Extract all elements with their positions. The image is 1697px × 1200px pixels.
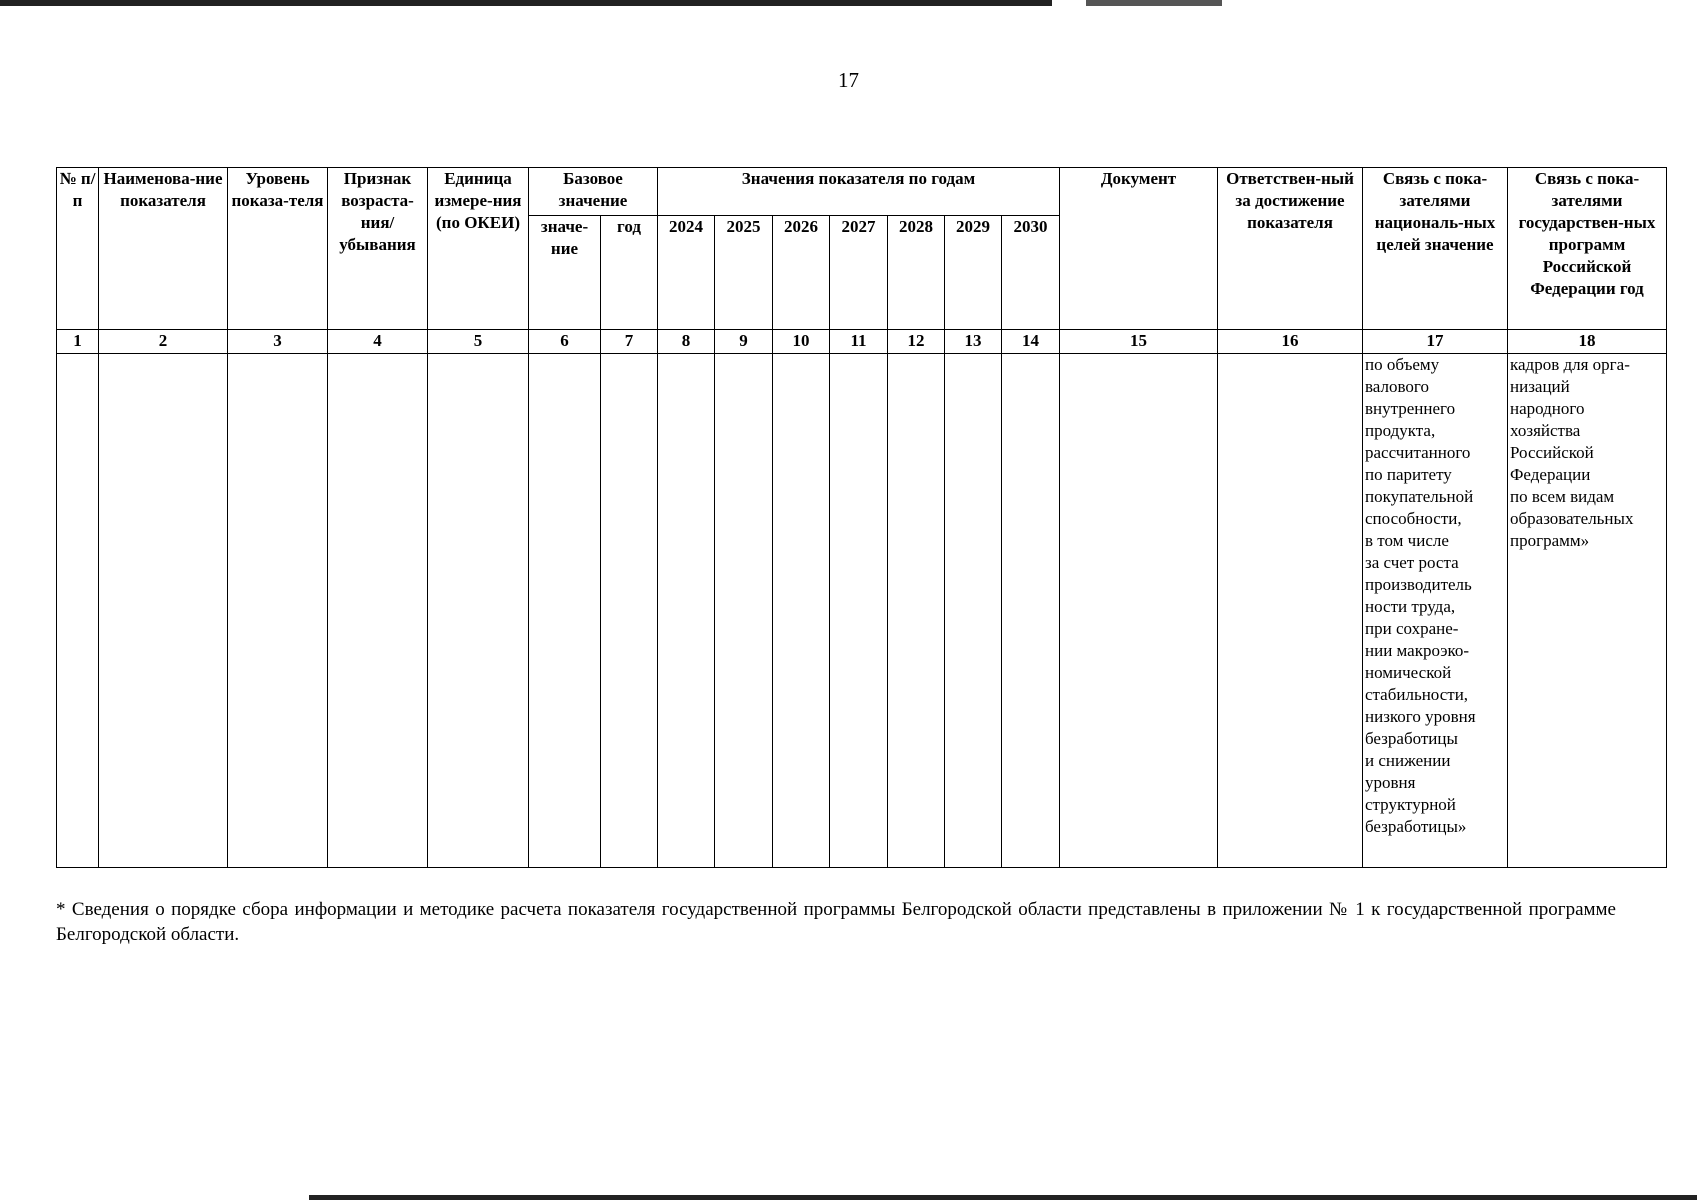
column-number: 3: [228, 330, 328, 354]
column-number: 11: [830, 330, 888, 354]
cell-unit: [428, 354, 529, 868]
header-values-by-year: Значения показателя по годам: [658, 168, 1060, 216]
header-trend: Признак возраста-ния/ убывания: [328, 168, 428, 330]
column-number: 2: [99, 330, 228, 354]
header-year: 2026: [773, 216, 830, 330]
header-year: 2028: [888, 216, 945, 330]
header-base-year: год: [601, 216, 658, 330]
header-year: 2025: [715, 216, 773, 330]
cell-year-value: [1002, 354, 1060, 868]
footnote: * Сведения о порядке сбора информации и методике расчета показателя государственной программы Белгородской области представлены в приложении № 1 к государственной программе Белгородской области.: [56, 899, 1616, 945]
cell-trend: [328, 354, 428, 868]
cell-year-value: [830, 354, 888, 868]
scan-edge-bottom: [120, 1195, 1697, 1200]
column-number: 4: [328, 330, 428, 354]
cell-responsible: [1218, 354, 1363, 868]
header-base-value: значе-ние: [529, 216, 601, 330]
header-row-1: [57, 168, 1667, 216]
header-year: 2024: [658, 216, 715, 330]
header-national-goals: Связь с пока-зателями националь-ных целей значение: [1363, 168, 1508, 330]
cell-year-value: [773, 354, 830, 868]
cell-year-value: [945, 354, 1002, 868]
cell-year-value: [888, 354, 945, 868]
column-number: 7: [601, 330, 658, 354]
header-responsible: Ответствен-ный за достижение показателя: [1218, 168, 1363, 330]
cell-year-value: [715, 354, 773, 868]
column-number: 8: [658, 330, 715, 354]
header-year: 2027: [830, 216, 888, 330]
scan-edge-top: [0, 0, 1697, 6]
cell-base-value: [529, 354, 601, 868]
column-number: 16: [1218, 330, 1363, 354]
column-number: 15: [1060, 330, 1218, 354]
header-document: Документ: [1060, 168, 1218, 330]
column-numbers-row: [57, 330, 1667, 354]
column-number: 9: [715, 330, 773, 354]
header-year: 2030: [1002, 216, 1060, 330]
column-number: 1: [57, 330, 99, 354]
column-number: 14: [1002, 330, 1060, 354]
header-base: Базовое значение: [529, 168, 658, 216]
cell-document: [1060, 354, 1218, 868]
header-level: Уровень показа-теля: [228, 168, 328, 330]
column-number: 17: [1363, 330, 1508, 354]
cell-name: [99, 354, 228, 868]
column-number: 13: [945, 330, 1002, 354]
cell-state-programs: кадров для орга- низаций народного хозяйства Российской Федерации по всем видам образовательных программ»: [1508, 354, 1667, 868]
cell-level: [228, 354, 328, 868]
column-number: 6: [529, 330, 601, 354]
header-state-programs: Связь с пока-зателями государствен-ных программ Российской Федерации год: [1508, 168, 1667, 330]
indicators-table: [56, 167, 1667, 868]
table-row: [57, 354, 1667, 868]
cell-base-year: [601, 354, 658, 868]
header-no: № п/п: [57, 168, 99, 330]
header-name: Наименова-ние показателя: [99, 168, 228, 330]
cell-no: [57, 354, 99, 868]
header-year: 2029: [945, 216, 1002, 330]
column-number: 18: [1508, 330, 1667, 354]
cell-national-goals: по объему валового внутреннего продукта, рассчитанного по паритету покупательной способности, в том числе за счет роста производитель ности труда, при сохране- нии макроэко- номической стабильности, низкого уровня безработицы и снижении уровня структурной безработицы»: [1363, 354, 1508, 868]
column-number: 12: [888, 330, 945, 354]
column-number: 5: [428, 330, 529, 354]
page-number: 17: [838, 68, 859, 92]
header-unit: Единица измере-ния (по ОКЕИ): [428, 168, 529, 330]
column-number: 10: [773, 330, 830, 354]
cell-year-value: [658, 354, 715, 868]
